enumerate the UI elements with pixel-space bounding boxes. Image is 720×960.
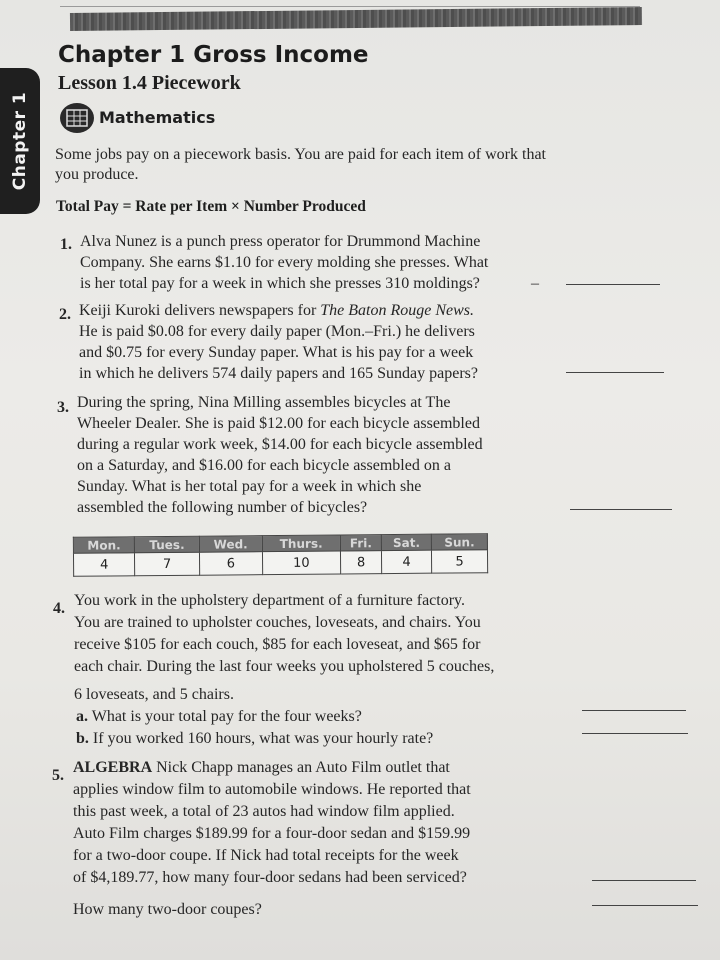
- table-header-cell: Sun.: [431, 534, 487, 550]
- table-cell: 6: [199, 552, 262, 576]
- problem-5-line-1-text: Nick Chapp manages an Auto Film outlet that: [152, 759, 450, 776]
- answer-line-5b[interactable]: [592, 905, 698, 906]
- table-cell: 4: [73, 553, 134, 577]
- algebra-tag: ALGEBRA: [73, 759, 153, 776]
- problem-2-line-4: in which he delivers 574 daily papers and 165 Sunday papers?: [79, 365, 479, 382]
- pointer-dash: –: [531, 275, 539, 292]
- problem-1-line-3: is her total pay for a week in which she presses 310 moldings?: [80, 275, 480, 292]
- problem-4a-text: What is your total pay for the four weeks?: [91, 708, 362, 725]
- table-cell: 10: [262, 551, 341, 575]
- problem-3-number: 3.: [57, 399, 69, 416]
- problem-1-line-2: Company. She earns $1.10 for every molding she presses. What: [80, 254, 489, 271]
- problem-3-line-1: During the spring, Nina Milling assembles bicycles at The: [77, 394, 451, 411]
- problem-3-line-2: Wheeler Dealer. She is paid $12.00 for each bicycle assembled: [77, 415, 480, 432]
- problem-4b: [76, 730, 433, 748]
- answer-line-4b[interactable]: [582, 733, 688, 734]
- problem-2-line-1: [79, 302, 474, 320]
- calculator-icon: [60, 103, 94, 133]
- problem-2-line-1-text: Keiji Kuroki delivers newspapers for: [79, 302, 321, 319]
- problem-5-line-7: How many two-door coupes?: [73, 901, 262, 918]
- problem-3-line-6: assembled the following number of bicycles?: [77, 499, 368, 516]
- problem-4-number: 4.: [53, 600, 65, 617]
- lesson-title: Lesson 1.4 Piecework: [58, 72, 241, 94]
- problem-4-line-3: receive $105 for each couch, $85 for each loveseat, and $65 for: [74, 636, 481, 653]
- table-cell: 8: [340, 551, 381, 574]
- problem-3-line-5: Sunday. What is her total pay for a week in which she: [77, 478, 422, 495]
- answer-line-4a[interactable]: [582, 710, 686, 711]
- problem-5-line-2: applies window film to automobile windows. He reported that: [73, 781, 471, 798]
- table-header-cell: Wed.: [199, 536, 262, 553]
- top-rule: [60, 0, 640, 7]
- problem-4-line-1: You work in the upholstery department of a furniture factory.: [74, 592, 466, 609]
- problem-5-line-4: Auto Film charges $189.99 for a four-door sedan and $159.99: [73, 825, 471, 842]
- answer-line-2[interactable]: [566, 372, 664, 373]
- problem-5-line-5: for a two-door coupe. If Nick had total receipts for the week: [73, 847, 459, 864]
- problem-4a-label: a.: [76, 708, 88, 725]
- intro-line-1: Some jobs pay on a piecework basis. You are paid for each item of work that: [55, 146, 546, 163]
- answer-line-1[interactable]: [566, 284, 660, 285]
- problem-5-line-3: this past week, a total of 23 autos had window film applied.: [73, 803, 455, 820]
- problem-4a: [76, 708, 362, 726]
- problem-4b-text: If you worked 160 hours, what was your hourly rate?: [92, 730, 434, 747]
- table-row: [73, 550, 487, 577]
- newspaper-title: The Baton Rouge News.: [320, 302, 475, 319]
- problem-5-line-1: [73, 759, 450, 777]
- table-header-cell: Tues.: [135, 536, 200, 553]
- table-header-cell: Mon.: [73, 537, 134, 554]
- table-header-cell: Thurs.: [262, 535, 340, 552]
- table-header-cell: Fri.: [340, 535, 381, 551]
- table-header-cell: Sat.: [381, 534, 431, 550]
- answer-line-5a[interactable]: [592, 880, 696, 881]
- intro-line-2: you produce.: [55, 166, 139, 183]
- table-cell: 4: [382, 550, 432, 573]
- section-label: Mathematics: [99, 108, 216, 127]
- problem-5-number: 5.: [52, 767, 64, 784]
- chapter-title: Chapter 1 Gross Income: [58, 42, 369, 68]
- chapter-side-tab: [0, 68, 40, 214]
- table-cell: 7: [135, 552, 200, 576]
- problem-2-line-2: He is paid $0.08 for every daily paper (Mon.–Fri.) he delivers: [79, 323, 475, 340]
- formula: Total Pay = Rate per Item × Number Produced: [56, 198, 366, 215]
- problem-2-number: 2.: [59, 306, 71, 323]
- problem-4-line-4: each chair. During the last four weeks you upholstered 5 couches,: [74, 658, 495, 675]
- problem-4-line-5: 6 loveseats, and 5 chairs.: [74, 686, 234, 703]
- problem-3-line-3: during a regular work week, $14.00 for each bicycle assembled: [77, 436, 483, 453]
- problem-5-line-6: of $4,189.77, how many four-door sedans had been serviced?: [73, 869, 467, 886]
- bicycles-table: [73, 533, 488, 577]
- problem-3-line-4: on a Saturday, and $16.00 for each bicycle assembled on a: [77, 457, 451, 474]
- problem-2-line-3: and $0.75 for every Sunday paper. What is his pay for a week: [79, 344, 474, 361]
- header-bar: [70, 7, 642, 31]
- answer-line-3[interactable]: [570, 509, 672, 510]
- problem-4b-label: b.: [76, 730, 89, 747]
- chapter-side-tab-label: Chapter 1: [10, 91, 30, 191]
- table-cell: 5: [432, 550, 488, 573]
- problem-1-number: 1.: [60, 236, 72, 253]
- problem-4-line-2: You are trained to upholster couches, loveseats, and chairs. You: [74, 614, 481, 631]
- problem-1-line-1: Alva Nunez is a punch press operator for Drummond Machine: [80, 233, 481, 250]
